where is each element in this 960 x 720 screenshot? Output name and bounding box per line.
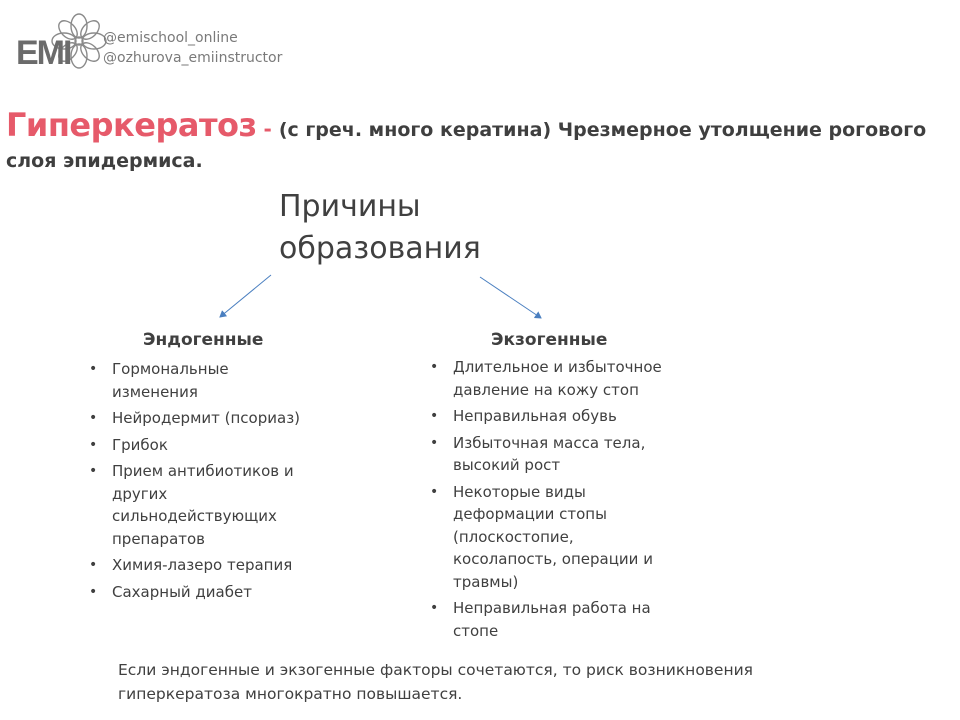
- arrow-right: [480, 277, 541, 318]
- list-item: • Неправильная обувь: [428, 405, 688, 428]
- footer-note: Если эндогенные и экзогенные факторы сочетаются, то риск возникновения гиперкератоза многократно повышается.: [118, 661, 754, 703]
- causes-title-line2: образования: [279, 231, 481, 266]
- list-item: • Гормональные изменения: [87, 358, 252, 403]
- term-dash: -: [256, 117, 279, 141]
- list-item: • Длительное и избыточное давление на кожу стоп: [428, 356, 678, 401]
- list-item: • Неправильная работа на стопе: [428, 597, 668, 642]
- logo-text: EMI: [16, 34, 71, 72]
- handle-school: @emischool_online: [103, 30, 238, 46]
- list-item: • Грибок: [87, 434, 327, 457]
- causes-title-line1: Причины: [279, 189, 421, 224]
- list-item: • Избыточная масса тела, высокий рост: [428, 432, 668, 477]
- definition-line2: слоя эпидермиса.: [6, 150, 203, 172]
- arrow-left: [220, 275, 271, 317]
- endogenous-list: [87, 358, 327, 607]
- definition: (с греч. много кератина) Чрезмерное утолщение рогового: [278, 119, 927, 141]
- handle-instructor: @ozhurova_emiinstructor: [103, 50, 283, 66]
- endogenous-title: Эндогенные: [143, 330, 264, 350]
- list-item: • Нейродермит (псориаз): [87, 407, 327, 430]
- term: Гиперкератоз: [6, 106, 257, 144]
- exogenous-title: Экзогенные: [491, 330, 608, 350]
- exogenous-list: [428, 356, 688, 646]
- list-item: • Некоторые виды деформации стопы (плоскостопие, косолапость, операции и травмы): [428, 481, 668, 594]
- list-item: • Прием антибиотиков и других сильнодействующих препаратов: [87, 460, 312, 550]
- list-item: • Химия-лазеро терапия: [87, 554, 327, 577]
- list-item: • Сахарный диабет: [87, 581, 327, 604]
